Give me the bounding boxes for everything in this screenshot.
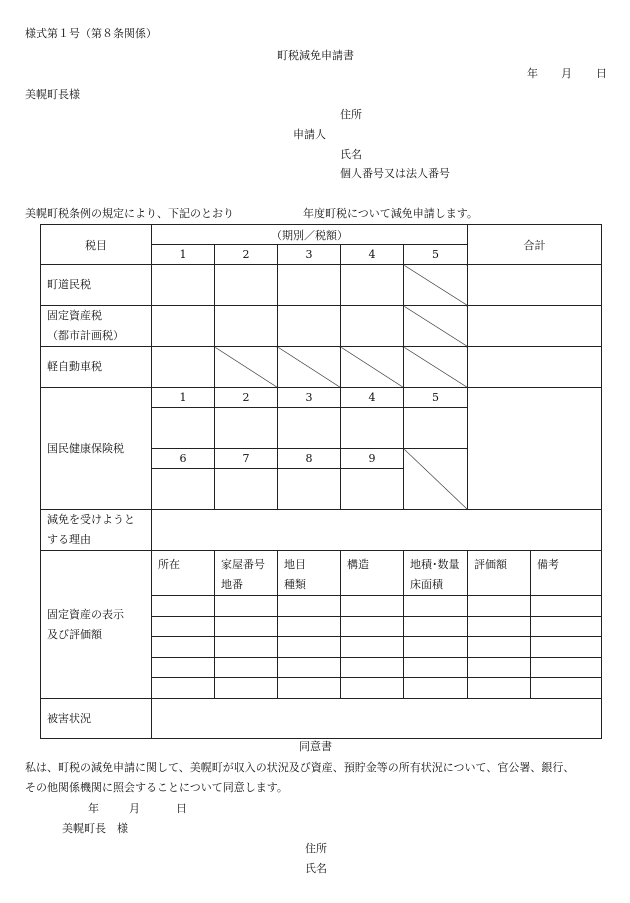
crossed-cell xyxy=(404,265,468,306)
asset-cell[interactable] xyxy=(468,637,531,658)
asset-cell[interactable] xyxy=(468,678,531,699)
health-period-6: 6 xyxy=(152,449,215,469)
crossed-cell xyxy=(404,449,468,510)
asset-cell[interactable] xyxy=(278,637,341,658)
asset-cell[interactable] xyxy=(341,678,404,699)
amount-cell[interactable] xyxy=(278,469,341,510)
applicant-address-label: 住所 xyxy=(340,108,362,121)
asset-cell[interactable] xyxy=(531,596,602,617)
health-period-4: 4 xyxy=(341,388,404,408)
asset-cell[interactable] xyxy=(152,658,215,678)
asset-cell[interactable] xyxy=(531,658,602,678)
health-period-3: 3 xyxy=(278,388,341,408)
amount-cell[interactable] xyxy=(152,408,215,449)
asset-label-line2: 及び評価額 xyxy=(47,627,102,641)
health-period-7: 7 xyxy=(215,449,278,469)
asset-cell[interactable] xyxy=(468,617,531,637)
amount-cell[interactable] xyxy=(152,347,215,388)
amount-cell[interactable] xyxy=(215,306,278,347)
asset-cell[interactable] xyxy=(278,678,341,699)
period-3: 3 xyxy=(278,245,341,265)
fixed-asset-tax-line1: 固定資産税 xyxy=(47,309,102,322)
amount-cell[interactable] xyxy=(278,265,341,306)
asset-cell[interactable] xyxy=(468,596,531,617)
asset-cell[interactable] xyxy=(468,658,531,678)
amount-cell[interactable] xyxy=(152,306,215,347)
asset-cell[interactable] xyxy=(341,658,404,678)
asset-cell[interactable] xyxy=(404,596,468,617)
row-label-fixed-asset-tax xyxy=(41,306,152,347)
date-month-label: 月 xyxy=(561,67,572,80)
asset-cell[interactable] xyxy=(215,596,278,617)
consent-title: 同意書 xyxy=(299,740,332,753)
period-5: 5 xyxy=(404,245,468,265)
amount-cell[interactable] xyxy=(341,306,404,347)
asset-cell[interactable] xyxy=(152,617,215,637)
asset-col-structure: 構造 xyxy=(341,551,404,596)
period-header: （期別／税額） xyxy=(152,225,468,245)
asset-col-house-number: 家屋番号 地番 xyxy=(215,551,278,596)
asset-cell[interactable] xyxy=(215,617,278,637)
asset-cell[interactable] xyxy=(404,617,468,637)
consent-text-line1: 私は、町税の減免申請に関して、美幌町が収入の状況及び資産、預貯金等の所有状況について、官公署、銀行、 xyxy=(25,761,575,774)
asset-cell[interactable] xyxy=(404,658,468,678)
fixed-asset-tax-line2: （都市計画税） xyxy=(47,329,124,342)
amount-cell[interactable] xyxy=(341,408,404,449)
amount-cell[interactable] xyxy=(215,408,278,449)
asset-cell[interactable] xyxy=(341,617,404,637)
date-year-label: 年 xyxy=(527,67,538,80)
asset-col-location: 所在 xyxy=(152,551,215,596)
health-period-8: 8 xyxy=(278,449,341,469)
row-label-health-insurance-tax: 国民健康保険税 xyxy=(41,388,152,510)
period-2: 2 xyxy=(215,245,278,265)
asset-cell[interactable] xyxy=(341,637,404,658)
asset-col-remarks: 備考 xyxy=(531,551,602,596)
asset-cell[interactable] xyxy=(152,596,215,617)
consent-date-year: 年 xyxy=(88,802,99,815)
asset-cell[interactable] xyxy=(152,637,215,658)
asset-cell[interactable] xyxy=(215,637,278,658)
addressee: 美幌町長様 xyxy=(25,88,80,101)
asset-cell[interactable] xyxy=(404,678,468,699)
row-label-reason xyxy=(41,510,152,551)
asset-cell[interactable] xyxy=(531,678,602,699)
asset-cell[interactable] xyxy=(215,678,278,699)
total-cell[interactable] xyxy=(468,265,602,306)
amount-cell[interactable] xyxy=(404,408,468,449)
asset-cell[interactable] xyxy=(341,596,404,617)
total-header: 合計 xyxy=(468,225,602,265)
consent-date-day: 日 xyxy=(176,802,187,815)
amount-cell[interactable] xyxy=(152,469,215,510)
consent-text-line2: その他関係機関に照会することについて同意します。 xyxy=(25,781,288,794)
row-label-asset-display xyxy=(41,551,152,699)
applicant-name-label: 氏名 xyxy=(340,148,362,161)
health-period-2: 2 xyxy=(215,388,278,408)
asset-label-line1: 固定資産の表示 xyxy=(47,607,124,621)
asset-cell[interactable] xyxy=(531,617,602,637)
reason-line1: 減免を受けようと xyxy=(47,513,135,526)
document-title: 町税減免申請書 xyxy=(277,49,354,62)
amount-cell[interactable] xyxy=(152,265,215,306)
amount-cell[interactable] xyxy=(215,265,278,306)
crossed-cell xyxy=(404,306,468,347)
period-1: 1 xyxy=(152,245,215,265)
row-label-light-vehicle-tax: 軽自動車税 xyxy=(41,347,152,388)
amount-cell[interactable] xyxy=(278,408,341,449)
date-day-label: 日 xyxy=(596,67,607,80)
amount-cell[interactable] xyxy=(215,469,278,510)
asset-cell[interactable] xyxy=(152,678,215,699)
row-label-town-resident-tax: 町道民税 xyxy=(41,265,152,306)
consent-address-label: 住所 xyxy=(305,842,327,855)
health-period-5: 5 xyxy=(404,388,468,408)
crossed-cell xyxy=(341,347,404,388)
asset-cell[interactable] xyxy=(278,596,341,617)
health-period-9: 9 xyxy=(341,449,404,469)
row-label-damage: 被害状況 xyxy=(41,699,152,739)
reason-line2: する理由 xyxy=(47,533,91,546)
reason-input[interactable] xyxy=(152,510,602,551)
health-period-1: 1 xyxy=(152,388,215,408)
form-number: 様式第１号（第８条関係） xyxy=(25,27,157,40)
asset-cell[interactable] xyxy=(278,658,341,678)
crossed-cell xyxy=(404,347,468,388)
crossed-cell xyxy=(278,347,341,388)
asset-cell[interactable] xyxy=(278,617,341,637)
asset-col-valuation: 評価額 xyxy=(468,551,531,596)
applicant-label: 申請人 xyxy=(293,128,326,141)
period-4: 4 xyxy=(341,245,404,265)
asset-cell[interactable] xyxy=(215,658,278,678)
amount-cell[interactable] xyxy=(341,265,404,306)
applicant-id-label: 個人番号又は法人番号 xyxy=(340,167,450,180)
total-cell[interactable] xyxy=(468,347,602,388)
tax-item-header: 税目 xyxy=(41,225,152,265)
consent-date-month: 月 xyxy=(129,802,140,815)
damage-input[interactable] xyxy=(152,699,602,739)
asset-col-land-category: 地目 種類 xyxy=(278,551,341,596)
asset-col-area: 地積･数量 床面積 xyxy=(404,551,468,596)
amount-cell[interactable] xyxy=(341,469,404,510)
consent-addressee: 美幌町長 様 xyxy=(62,822,128,835)
asset-cell[interactable] xyxy=(404,637,468,658)
statement-after: 年度町税について減免申請します。 xyxy=(303,207,478,220)
statement-before: 美幌町税条例の規定により、下記のとおり xyxy=(25,207,234,220)
total-cell[interactable] xyxy=(468,306,602,347)
health-total-cell[interactable] xyxy=(468,388,602,510)
amount-cell[interactable] xyxy=(278,306,341,347)
tax-reduction-table xyxy=(40,224,602,739)
crossed-cell xyxy=(215,347,278,388)
asset-cell[interactable] xyxy=(531,637,602,658)
consent-name-label: 氏名 xyxy=(305,862,327,875)
